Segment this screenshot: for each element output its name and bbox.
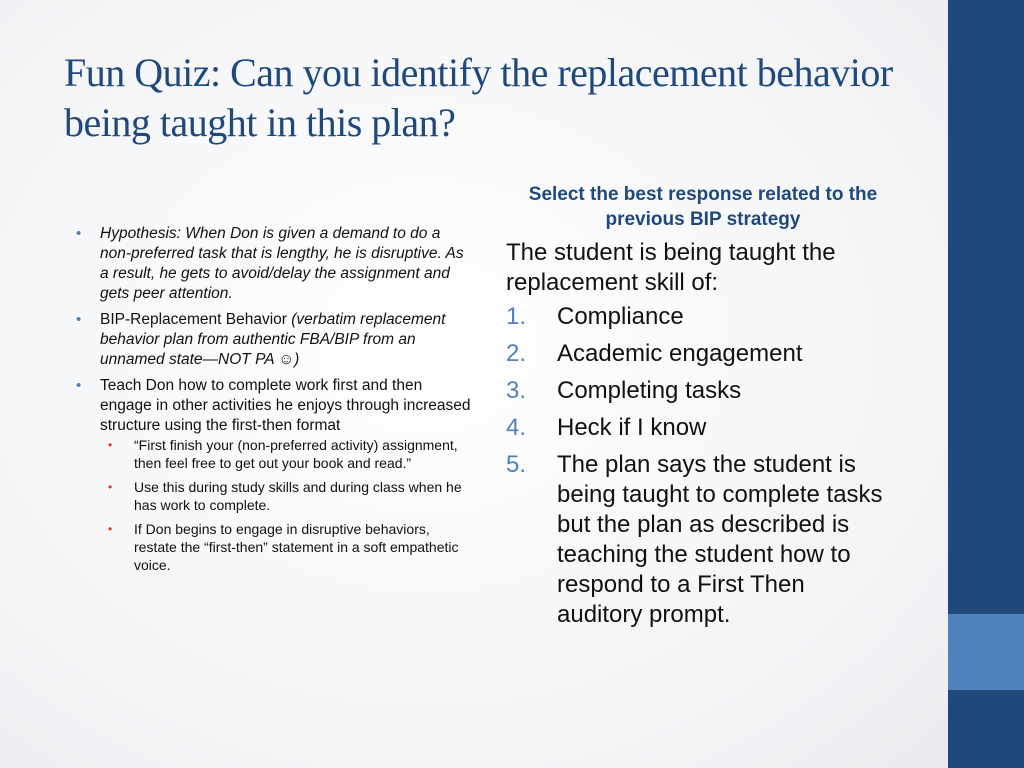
question-heading: Select the best response related to the previous BIP strategy [528,184,878,230]
bullet-italic-text: (verbatim replacement behavior plan from authentic FBA/BIP from an unnamed state—NOT PA ☺) [100,311,446,368]
question-intro: The student is being taught the replacement skill of: [506,239,836,296]
sub-bullet-text: Use this during study skills and during class when he has work to complete. [134,479,462,513]
bullet-bip-replacement [74,310,474,370]
option-number: 3. [506,377,527,404]
bullet-teach-don [74,376,474,574]
sidebar-accent-block [948,614,1024,690]
sub-bullet-dot-icon: • [108,522,113,536]
bullet-text: Teach Don how to complete work first and then engage in other activities he enjoys through increased structure using the first-then format [100,377,471,434]
sub-bullet-item [100,478,474,514]
option-text: Compliance [557,303,684,330]
option-text: The plan says the student is being taught to complete tasks but the plan as described is teaching the student how to respond to a First Then auditory prompt. [557,451,883,628]
answer-option [506,413,890,443]
option-text: Academic engagement [557,340,803,367]
right-column [506,182,890,637]
option-number: 5. [506,451,527,478]
answer-option [506,450,890,630]
option-text: Completing tasks [557,377,742,404]
bullet-text: BIP-Replacement Behavior [100,311,292,328]
slide-title: Fun Quiz: Can you identify the replacement behavior being taught in this plan? [64,50,893,145]
sub-bullet-list [100,436,474,574]
sub-bullet-text: If Don begins to engage in disruptive behaviors, restate the “first-then” statement in a soft empathetic voice. [134,521,459,573]
option-number: 2. [506,340,527,367]
bullet-dot-icon: • [76,225,82,242]
option-number: 4. [506,414,527,441]
sub-bullet-item [100,520,474,574]
bullet-dot-icon: • [76,311,82,328]
bullet-hypothesis [74,224,474,304]
sub-bullet-dot-icon: • [108,480,113,494]
answer-option [506,376,890,406]
sub-bullet-text: “First finish your (non-preferred activity) assignment, then feel free to get out your book and read.” [134,437,458,471]
bullet-dot-icon: • [76,377,82,394]
bullet-list [74,224,474,574]
option-text: Heck if I know [557,414,707,441]
answer-option [506,339,890,369]
sub-bullet-item [100,436,474,472]
left-column [74,224,474,580]
option-number: 1. [506,303,527,330]
answer-options-list [506,302,890,630]
sub-bullet-dot-icon: • [108,438,113,452]
answer-option [506,302,890,332]
bullet-italic-text: Hypothesis: When Don is given a demand to do a non-preferred task that is lengthy, he is disruptive. As a result, he gets to avoid/delay the assignment and gets peer attention. [100,225,464,302]
